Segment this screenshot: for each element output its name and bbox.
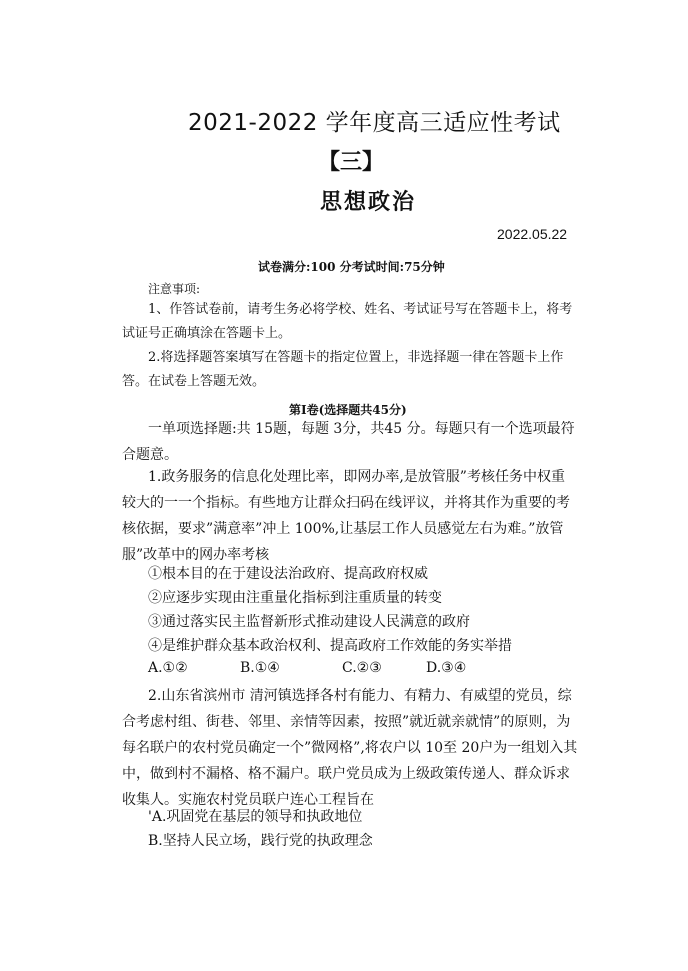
question-1-option-3: ③通过落实民主监督新形式推动建设人民满意的政府	[148, 614, 470, 630]
question-2-option-a: 'A.巩固党在基层的领导和执政地位	[148, 809, 363, 825]
question-1-choices	[148, 660, 508, 676]
section-title: 第Ⅰ卷(选择题共45分)	[289, 403, 407, 417]
question-1-option-1: ①根本目的在于建设法治政府、提高政府权威	[148, 566, 428, 582]
section-intro: 一单项选择题:共 15题，每题 3分，共45 分。每题只有一个选项最符合题意。	[122, 421, 575, 463]
question-1-choice-d: D.③④	[426, 660, 467, 676]
question-2-stem: 2.山东省滨州市 清河镇选择各村有能力、有精力、有威望的党员，综合考虑村组、街巷、邻里、亲情等因素，按照”就近就亲就情”的原则，为每名联户的农村党员确定一个”微网格”,将农户以 10至 20户为一组划入其中，做到村不漏格、格不漏户。联户党员成为上级政策传递人、群众诉求收集人。实施农村党员联户连心工程旨在	[122, 688, 578, 808]
notice-item-2: 2.将选择题答案填写在答题卡的指定位置上，非选择题一律在答题卡上作答。在试卷上答题无效。	[122, 350, 564, 389]
notice-title: 注意事项:	[148, 282, 201, 296]
exam-issue: 【三】	[318, 149, 385, 175]
question-1-choice-b: B.①④	[240, 660, 280, 676]
question-1-option-4: ④是维护群众基本政治权利、提高政府工作效能的务实举措	[148, 638, 512, 654]
exam-subject: 思想政治	[320, 189, 417, 215]
question-2-option-b: B.坚持人民立场，践行党的执政理念	[148, 833, 373, 849]
exam-info: 试卷满分:100 分考试时间:75分钟	[258, 260, 445, 274]
question-1-option-2: ②应逐步实现由注重量化指标到注重质量的转变	[148, 590, 442, 606]
notice-item-1: 1、作答试卷前，请考生务必将学校、姓名、考试证号写在答题卡上，将考试证号正确填涂在答题卡上。	[122, 302, 573, 341]
question-1-stem: 1.政务服务的信息化处理比率，即网办率,是放管服”考核任务中权重较大的一一个指标。有些地方让群众扫码在线评议，并将其作为重要的考核依据，要求”满意率”冲上 100%,让基层工作人员感觉左右为难。”放管服”改革中的网办率考核	[122, 469, 570, 563]
exam-date: 2022.05.22	[497, 226, 568, 242]
question-1-choice-c: C.②③	[342, 660, 382, 676]
question-1-choice-a: A.①②	[148, 660, 188, 676]
exam-title: 2021-2022 学年度高三适应性考试	[188, 110, 561, 136]
